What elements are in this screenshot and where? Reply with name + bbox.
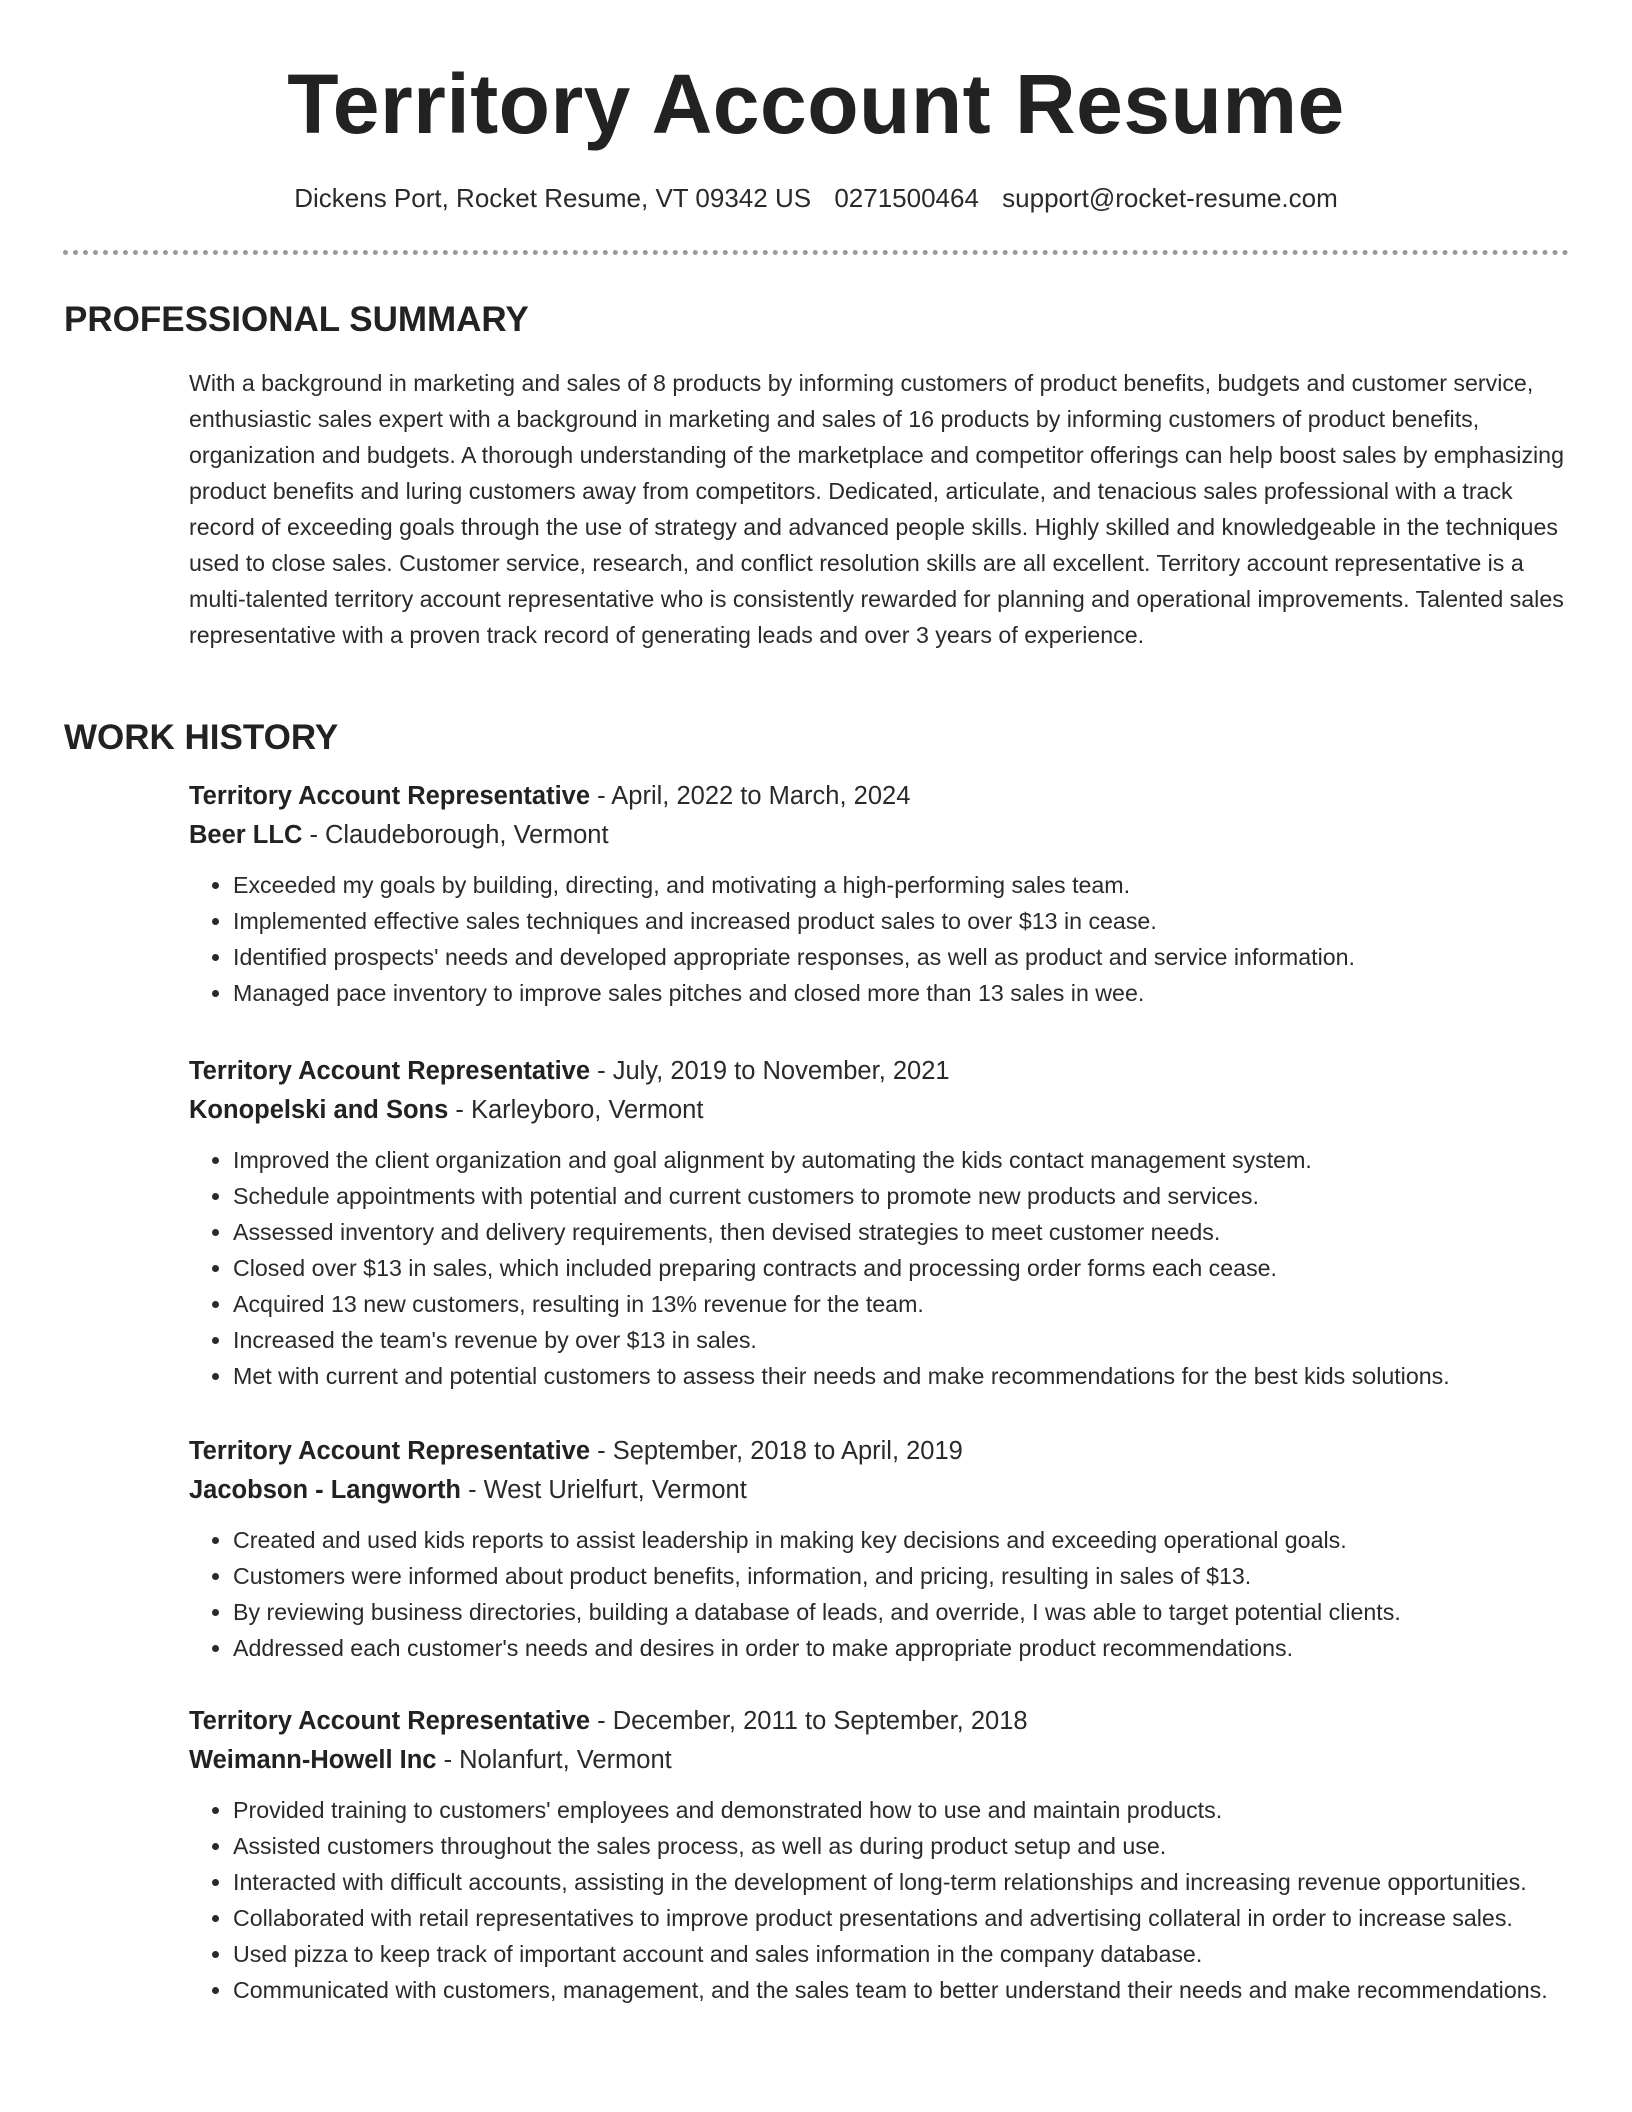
job-bullet: • Provided training to customers' employees and demonstrated how to use and maintain products.	[233, 1792, 1569, 1828]
job-location: - Claudeborough, Vermont	[302, 821, 609, 849]
job-bullet: • Exceeded my goals by building, directing, and motivating a high-performing sales team.	[233, 867, 1569, 903]
job-bullet: • Assisted customers throughout the sales process, as well as during product setup and use.	[233, 1828, 1569, 1864]
summary-heading: PROFESSIONAL SUMMARY	[64, 300, 529, 339]
job-bullet: • Used pizza to keep track of important account and sales information in the company database.	[233, 1936, 1569, 1972]
job-title: Territory Account Representative	[189, 1437, 591, 1465]
job-dates: - April, 2022 to March, 2024	[590, 782, 911, 810]
job-entry	[189, 777, 1569, 1011]
job-entry	[189, 1432, 1569, 1666]
job-bullet: • Communicated with customers, management, and the sales team to better understand their needs and make recommendations.	[233, 1972, 1569, 2008]
contact-phone: 0271500464	[834, 183, 979, 213]
job-title-line	[189, 1702, 1569, 1741]
job-bullet: • Created and used kids reports to assist leadership in making key decisions and exceeding operational goals.	[233, 1522, 1569, 1558]
job-bullets	[189, 1142, 1569, 1394]
job-location: - West Urielfurt, Vermont	[461, 1476, 747, 1504]
job-bullet: • Implemented effective sales techniques and increased product sales to over $13 in cease.	[233, 903, 1569, 939]
job-bullet: • Met with current and potential customers to assess their needs and make recommendations for the best kids solutions.	[233, 1358, 1569, 1394]
job-entry	[189, 1052, 1569, 1394]
job-title-line	[189, 777, 1569, 816]
job-location: - Karleyboro, Vermont	[448, 1096, 704, 1124]
job-bullet: • Schedule appointments with potential and current customers to promote new products and services.	[233, 1178, 1569, 1214]
job-company: Beer LLC	[189, 821, 303, 849]
job-company: Konopelski and Sons	[189, 1096, 449, 1124]
job-company-line	[189, 1471, 1569, 1510]
job-bullet: • Acquired 13 new customers, resulting in 13% revenue for the team.	[233, 1286, 1569, 1322]
job-bullet: • Increased the team's revenue by over $13 in sales.	[233, 1322, 1569, 1358]
job-title-line	[189, 1052, 1569, 1091]
job-bullet: • Collaborated with retail representatives to improve product presentations and advertising collateral in order to increase sales.	[233, 1900, 1569, 1936]
job-location: - Nolanfurt, Vermont	[436, 1746, 672, 1774]
contact-address: Dickens Port, Rocket Resume, VT 09342 US	[294, 183, 812, 213]
job-entry	[189, 1702, 1569, 2008]
job-bullets	[189, 867, 1569, 1011]
job-title-line	[189, 1432, 1569, 1471]
summary-text: With a background in marketing and sales of 8 products by informing customers of product benefits, budgets and customer service, enthusiastic sales expert with a background in marketing and sales of 16 products by informing customers of product benefits, organization and budgets. A thorough understanding of the marketplace and competitor offerings can help boost sales by emphasizing product benefits and luring customers away from competitors. Dedicated, articulate, and tenacious sales professional with a track record of exceeding goals through the use of strategy and advanced people skills. Highly skilled and knowledgeable in the techniques used to close sales. Customer service, research, and conflict resolution skills are all excellent. Territory account representative is a multi-talented territory account representative who is consistently rewarded for planning and operational improvements. Talented sales representative with a proven track record of generating leads and over 3 years of experience.	[189, 370, 1564, 648]
job-company: Jacobson - Langworth	[189, 1476, 462, 1504]
job-bullet: • Addressed each customer's needs and desires in order to make appropriate product recommendations.	[233, 1630, 1569, 1666]
job-title: Territory Account Representative	[189, 782, 591, 810]
job-dates: - September, 2018 to April, 2019	[590, 1437, 963, 1465]
job-bullet: • Closed over $13 in sales, which included preparing contracts and processing order forms each cease.	[233, 1250, 1569, 1286]
job-bullets	[189, 1522, 1569, 1666]
work-history-heading: WORK HISTORY	[64, 718, 339, 757]
job-bullet: • Managed pace inventory to improve sales pitches and closed more than 13 sales in wee.	[233, 975, 1569, 1011]
contact-line	[0, 180, 1632, 216]
job-dates: - July, 2019 to November, 2021	[590, 1057, 950, 1085]
job-company-line	[189, 1741, 1569, 1780]
job-bullets	[189, 1792, 1569, 2008]
job-bullet: • Customers were informed about product benefits, information, and pricing, resulting in sales of $13.	[233, 1558, 1569, 1594]
job-company-line	[189, 816, 1569, 855]
job-company: Weimann-Howell Inc	[189, 1746, 437, 1774]
job-title: Territory Account Representative	[189, 1057, 591, 1085]
job-bullet: • Interacted with difficult accounts, assisting in the development of long-term relationships and increasing revenue opportunities.	[233, 1864, 1569, 1900]
job-bullet: • Assessed inventory and delivery requirements, then devised strategies to meet customer needs.	[233, 1214, 1569, 1250]
job-bullet: • By reviewing business directories, building a database of leads, and override, I was able to target potential clients.	[233, 1594, 1569, 1630]
job-title: Territory Account Representative	[189, 1707, 591, 1735]
header-divider	[63, 250, 1569, 255]
job-company-line	[189, 1091, 1569, 1130]
job-bullet: • Identified prospects' needs and developed appropriate responses, as well as product and service information.	[233, 939, 1569, 975]
contact-email: support@rocket-resume.com	[1002, 183, 1338, 213]
job-dates: - December, 2011 to September, 2018	[590, 1707, 1028, 1735]
resume-title: Territory Account Resume	[287, 57, 1345, 151]
job-bullet: • Improved the client organization and goal alignment by automating the kids contact management system.	[233, 1142, 1569, 1178]
